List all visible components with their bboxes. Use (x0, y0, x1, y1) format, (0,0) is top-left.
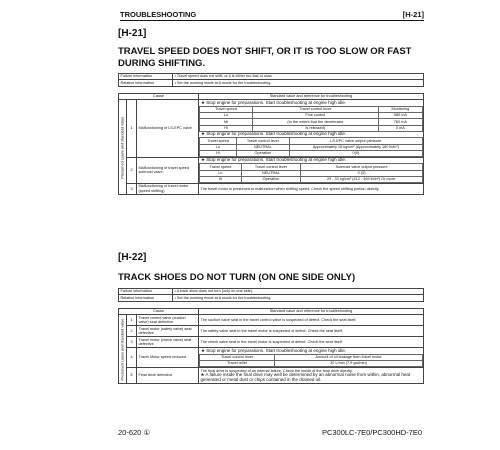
h21-t2-head: Travel control lever (237, 138, 290, 144)
h21-t3-cell: Lo (200, 170, 242, 176)
h21-t2-cell: Operation (237, 150, 290, 156)
h22-code: [H-22] (118, 252, 147, 263)
h22-num-2: 2 (127, 326, 137, 337)
h22-failure-label: Failure information (119, 289, 173, 295)
h22-col-cause: Cause (119, 309, 199, 315)
h21-t1-cell: Hi (200, 125, 253, 131)
h21-star-2: ★ Stop engine for preparations. Start troubleshooting at engine high idle. (201, 131, 347, 137)
h22-leakage-table (199, 354, 423, 367)
page-header (120, 10, 424, 21)
h21-failure-label: Failure information (119, 74, 173, 80)
h21-t3-cell: 29 - 33 kg/cm² (412 - 469 lb/in²) Or more. (301, 176, 423, 182)
h22-info-table (118, 288, 424, 302)
h21-num-1: 1 (127, 100, 137, 158)
h22-title: TRACK SHOES DO NOT TURN (ON ONE SIDE ONLY) (118, 272, 356, 283)
h21-title: TRAVEL SPEED DOES NOT SHIFT, OR IT IS TOO SLOW OR FAST DURING SHIFTING. (118, 46, 412, 69)
h21-t2-cell: Lo (200, 144, 237, 150)
h22-t4-cell: 30 L/min (7.9 gal/min) (275, 361, 423, 367)
h21-code: [H-21] (118, 28, 147, 39)
h21-t1-cell: is released) (252, 125, 378, 131)
h22-cause-table (118, 308, 424, 384)
h21-t3-head: Travel control lever (241, 164, 300, 170)
h22-relative-text: • Set the working mode at A mode for the troubleshooting. (173, 295, 424, 301)
h21-vertical-label: Presumed cause and standard value (119, 100, 127, 195)
h22-cause-2: Travel motor (safety valve) seat defective (137, 326, 199, 337)
header-section: TROUBLESHOOTING (120, 10, 197, 19)
h21-t1-head: Travel speed (200, 106, 253, 112)
h22-vertical-label: Presumed cause and standard value (119, 315, 127, 383)
h21-t3-cell: Hi (200, 176, 242, 182)
h22-cause-5: Final drive defective (137, 368, 199, 384)
h21-star-3: ★ Stop engine for preparations. Start troubleshooting at engine high idle. (201, 157, 347, 163)
h22-star-1: ★ Stop engine for preparations. Start troubleshooting at engine high idle. (201, 347, 347, 353)
h21-relative-text: • Set the working mode at A mode for the troubleshooting. (173, 80, 424, 86)
h21-col-cause: Cause (119, 94, 199, 100)
h21-t1-cell: Lo (200, 113, 253, 119)
h21-num-2: 2 (127, 157, 137, 183)
h22-t4-head: Travel control lever (200, 354, 275, 360)
h21-col-standard: Standard value and reference for troubleshooting (199, 94, 424, 100)
h22-text-2: The safety valve seat in the travel motor is suspected of defect. Check the seat itself. (199, 326, 424, 337)
h21-t2-cell: NEUTRAL (237, 144, 290, 150)
h21-t2-cell: Hi (200, 150, 237, 156)
h22-t4-head: Amount of oil leakage from travel motor (275, 354, 423, 360)
h22-relative-label: Relative information (119, 295, 173, 301)
h21-solenoid-table (199, 163, 423, 183)
h21-t1-head: Monitoring (378, 106, 422, 112)
h21-t3-cell: NEUTRAL (241, 170, 300, 176)
h22-num-3: 3 (127, 337, 137, 348)
h22-cause-4: Travel Motor speed reduced (137, 348, 199, 368)
h22-text-1: The suction valve seat in the travel control valve is suspected of defect. Check the seat itself. (199, 315, 424, 326)
h21-cause-3-text: The travel motor is presumed to malfunction when shifting speed. Check the speed shifting portion directly. (199, 184, 424, 195)
h22-t4-cell: Travel relief (200, 361, 275, 367)
h21-monitor-table (199, 106, 423, 132)
h21-t3-cell: Operation (241, 176, 300, 182)
h21-cause-3: Malfunctioning of travel motor (speed shifting) (137, 184, 199, 195)
h21-t3-head: Travel speed (200, 164, 242, 170)
h22-failure-text: • A track shoe does not turn (only on one side). (173, 289, 424, 295)
h22-cause-1: Travel control valve (suction valve) seat defective (137, 315, 199, 326)
h21-t2-cell: Approximately 18 kg/cm² (Approximately 180 lb/in²) (289, 144, 422, 150)
h21-relative-label: Relative information (119, 80, 173, 86)
h21-t1-cell: Fine control (252, 113, 378, 119)
h21-info-table (118, 73, 424, 87)
h22-text-3: The check valve seat in the travel motor is suspected of defect. Check the seat itself. (199, 337, 424, 348)
h22-cause-5-star: ★ A failure inside the final drive may well be determined by an abnormal noise from within, abnormal heat generated or metal dust or chips contained in the drained oil. (200, 372, 411, 382)
h21-t1-cell: 0 mA (378, 125, 422, 131)
h21-lsepc-table (199, 137, 423, 157)
h22-cause-3: Travel motor (check valve) seat defective (137, 337, 199, 348)
h21-t2-head: Travel speed (200, 138, 237, 144)
h21-star-1: ★ Stop engine for preparations. Start troubleshooting at engine high idle. (201, 99, 347, 105)
h21-t1-cell: 760 mA (378, 119, 422, 125)
h21-cause-2: Malfunctioning of travel speed solenoid valve (137, 157, 199, 183)
h21-t1-cell: (to the extent that the decelerator (252, 119, 378, 125)
h21-t2-head: LS-EPC valve output pressure (289, 138, 422, 144)
h22-col-standard: Standard value and reference for troubleshooting (199, 309, 424, 315)
h21-failure-text: • Travel speed does not shift, or it is either too fast or slow. (173, 74, 424, 80)
h22-num-1: 1 (127, 315, 137, 326)
h21-cause-table (118, 93, 424, 195)
page-number: 20-620 ① (118, 428, 151, 437)
h21-t2-cell: 0(0) (289, 150, 422, 156)
h21-cause-1: Malfunctioning of LS-EPC valve (137, 100, 199, 158)
h21-t1-cell: Mi (200, 119, 253, 125)
h22-num-5: 5 (127, 368, 137, 384)
h21-t1-head: Travel control lever (252, 106, 378, 112)
h22-num-4: 4 (127, 348, 137, 368)
h21-t3-head: Solenoid valve output pressure (301, 164, 423, 170)
model-number: PC300LC-7E0/PC300HD-7E0 (321, 428, 422, 437)
header-code: [H-21] (402, 10, 424, 19)
h21-t1-cell: 580 mA (378, 113, 422, 119)
h21-t3-cell: 0 (0) (301, 170, 423, 176)
h22-cause-5-text: The final drive is suspected of an internal failure. Check the inside of the final drive directly. (200, 368, 353, 373)
h21-num-3: 3 (127, 184, 137, 195)
